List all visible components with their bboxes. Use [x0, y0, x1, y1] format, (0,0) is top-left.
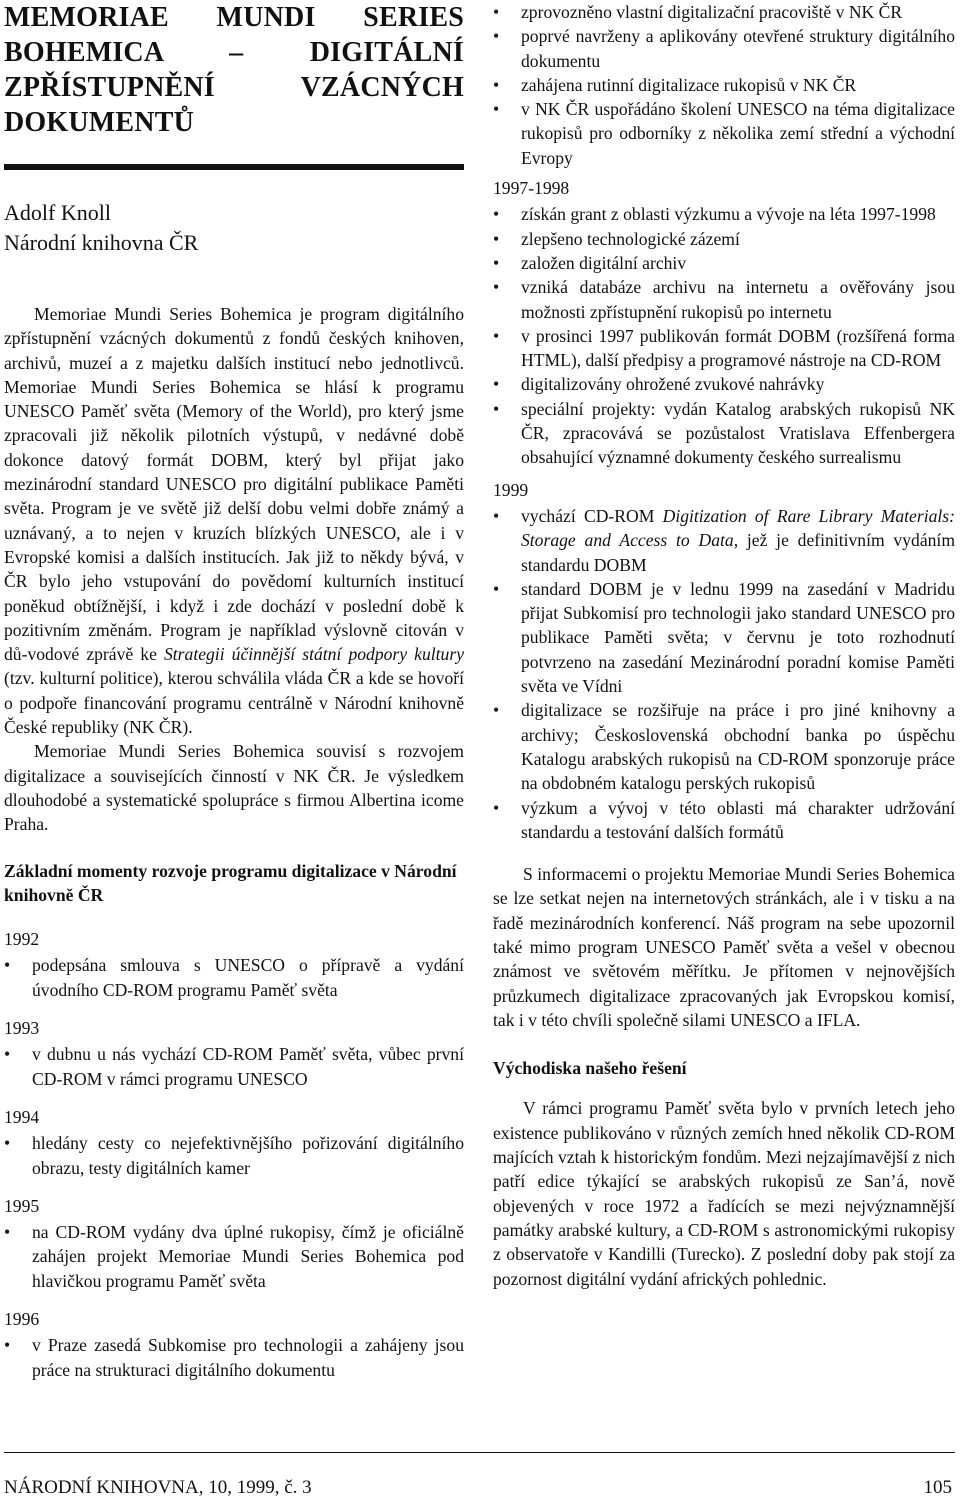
footer-rule — [4, 1452, 955, 1453]
list-item: • standard DOBM je v lednu 1999 na zasedání v Madridu přijat Subkomisí pro technologii jako standard UNESCO pro publikace Paměti světa; v červnu je toto rozhodnutí potvrzeno na zasedání Mezinárodní poradní komise Paměti světa ve Vídni — [493, 577, 955, 698]
list-item: • vzniká databáze archivu na internetu a ověřovány jsou možnosti zpřístupnění rukopisů po internetu — [493, 275, 955, 324]
author-block — [4, 198, 464, 258]
bullet-list — [4, 1131, 464, 1180]
cdrom-title: Digitization of Rare Library Materials: Storage and Access to Data — [521, 505, 955, 551]
list-item: • zahájena rutinní digitalizace rukopisů v NK ČR — [493, 73, 955, 97]
list-item: • digitalizace se rozšiřuje na práce i pro jiné knihovny a archivy; Československá obchodní banka po úspěchu Katalogu arabských rukopisů na CD-ROM sponzoruje práce na obdobném katalogu perských rukopisů — [493, 698, 955, 795]
bullet-list — [4, 1042, 464, 1091]
year-label: 1993 — [4, 1018, 40, 1039]
list-item: • podepsána smlouva s UNESCO o přípravě a vydání úvodního CD-ROM programu Paměť světa — [4, 953, 464, 1002]
author-name: Adolf Knoll — [4, 200, 111, 225]
list-item-text: vychází CD-ROM — [521, 505, 663, 526]
bullet-list — [493, 0, 955, 170]
title-line: DOKUMENTŮ — [4, 107, 195, 138]
abstract-paragraph — [4, 302, 464, 739]
bullet-list — [4, 1220, 464, 1293]
author-affiliation: Národní knihovna ČR — [4, 230, 199, 255]
section2-paragraph: V rámci programu Paměť světa bylo v prvních letech jeho existence publikováno v různých zemích hned několik CD-ROM majících vztah k historickým fondům. Mezi nejzajímavější z nich patří edice týkající se arabských rukopisů ze San’á, nově objevených v roce 1972 a řadících se mezi nejvýznamnější památky arabské kultury, a CD-ROM s astronomickými rukopisy z observatoře v Kandilli (Turecko). Z poslední doby pak stojí za pozornost digitální vydání afrických pohlednic. — [493, 1098, 955, 1289]
list-item: • výzkum a vývoj v této oblasti má charakter udržování standardu a testování dalších formátů — [493, 796, 955, 845]
title-line: BOHEMICA – DIGITÁLNÍ — [4, 37, 464, 68]
bullet-list — [4, 953, 464, 1002]
list-item: • hledány cesty co nejefektivnějšího pořizování digitálního obrazu, testy digitálních kamer — [4, 1131, 464, 1180]
year-label: 1996 — [4, 1308, 40, 1329]
bullet-list — [493, 504, 955, 844]
list-item: • na CD-ROM vydány dva úplné rukopisy, čímž je oficiálně zahájen projekt Memoriae Mundi Series Bohemica pod hlavičkou programu Paměť světa — [4, 1220, 464, 1293]
year-label: 1994 — [4, 1106, 40, 1127]
section2-body — [493, 1096, 955, 1290]
list-item: • v NK ČR uspořádáno školení UNESCO na téma digitalizace rukopisů pro odborníky z několika zemí střední a východní Evropy — [493, 97, 955, 170]
abstract — [4, 302, 464, 837]
title-line: MEMORIAE MUNDI SERIES — [4, 2, 464, 33]
info-paragraph: S informacemi o projektu Memoriae Mundi Series Bohemica se lze setkat nejen na internetových stránkách, ale i v tisku a na řadě mezinárodních konferencí. Náš program na sebe upozornil také mimo program UNESCO Paměť světa a vešel v obecnou známost ve světovém měřítku. Je přítomen v nejnovějších průzkumech digitalizace zpracovaných jak Evropskou komisí, tak i v této chvíli společně silami UNESCO a IFLA. — [493, 864, 955, 1030]
info-section — [493, 862, 955, 1032]
bullet-list — [493, 202, 955, 469]
list-item: • speciální projekty: vydán Katalog arabských rukopisů NK ČR, zpracovává se pozůstalost Vratislava Effenbergera obsahující významné dokumenty českého surrealismu — [493, 397, 955, 470]
journal-citation: NÁRODNÍ KNIHOVNA, 10, 1999, č. 3 — [4, 1477, 312, 1498]
abstract-text-end: (tzv. kulturní politice), kterou schválila vláda ČR a kde se hovoří o podpoře financování programu centrálně v Národní knihovně České republiky (NK ČR). — [4, 668, 464, 738]
list-item: • poprvé navrženy a aplikovány otevřené struktury digitálního dokumentu — [493, 24, 955, 73]
list-item-text: , jež je definitivním vydáním standardu DOBM — [521, 530, 956, 575]
year-label: 1992 — [4, 929, 40, 950]
page-number: 105 — [923, 1477, 952, 1498]
year-label: 1995 — [4, 1195, 40, 1216]
strategy-title: Strategii účinnější státní podpory kultury — [163, 644, 464, 665]
title-rule — [4, 164, 464, 170]
article-title — [4, 0, 464, 140]
list-item: • získán grant z oblasti výzkumu a vývoje na léta 1997-1998 — [493, 202, 955, 226]
list-item: • v dubnu u nás vychází CD-ROM Paměť světa, vůbec první CD-ROM v rámci programu UNESCO — [4, 1042, 464, 1091]
left-column — [4, 0, 464, 1382]
list-item: • založen digitální archiv — [493, 251, 955, 275]
list-item: • v prosinci 1997 publikován formát DOBM (rozšířená forma HTML), další předpisy a programové nástroje na CD-ROM — [493, 324, 955, 373]
year-label: 1997-1998 — [493, 178, 570, 199]
timeline-left — [4, 927, 464, 1382]
list-item: • zlepšeno technologické zázemí — [493, 227, 955, 251]
abstract-paragraph: Memoriae Mundi Series Bohemica souvisí s rozvojem digitalizace a souvisejících činností v NK ČR. Je výsledkem dlouhodobé a systematické spolupráce s firmou Albertina icome Praha. — [4, 741, 464, 835]
abstract-text: Memoriae Mundi Series Bohemica je program digitálního zpřístupnění vzácných dokumentů z fondů českých knihoven, archivů, muzeí a z majetku dalších institucí nebo jednotlivců. Memoriae Mundi Series Bohemica se hlásí k programu UNESCO Paměť světa (Memory of the World), pro který jsme zpracovali již několik pilotních výstupů, v nedávné době dokonce datový formát DOBM, který byl přijat jako mezinárodní standard UNESCO pro digitální publikace Paměti světa. Program je ve světě již delší dobu velmi dobře známý a uznávaný, a to nejen v kruzích blízkých UNESCO, ale i v Evropské komisi a dalších institucích. Jak již to někdy bývá, v ČR bylo jeho vstupování do povědomí kulturních institucí poněkud obtížnější, i když i zde dochází v poslední době k pozitivním změnám. Program je například výslovně citován v dů-vodové zprávě ke — [4, 304, 464, 665]
section-heading: Základní momenty rozvoje programu digitalizace v Národní knihovně ČR — [4, 860, 457, 905]
list-item: • digitalizovány ohrožené zvukové nahrávky — [493, 372, 955, 396]
bullet-list — [4, 1333, 464, 1382]
right-column — [493, 0, 955, 1291]
list-item: • zprovozněno vlastní digitalizační pracoviště v NK ČR — [493, 0, 955, 24]
list-item: • v Praze zasedá Subkomise pro technologii a zahájeny jsou práce na strukturaci digitálního dokumentu — [4, 1333, 464, 1382]
year-label: 1999 — [493, 479, 529, 500]
section-heading: Východiska našeho řešení — [493, 1058, 687, 1079]
list-item — [493, 504, 955, 577]
title-line: ZPŘÍSTUPNĚNÍ VZÁCNÝCH — [4, 72, 464, 103]
